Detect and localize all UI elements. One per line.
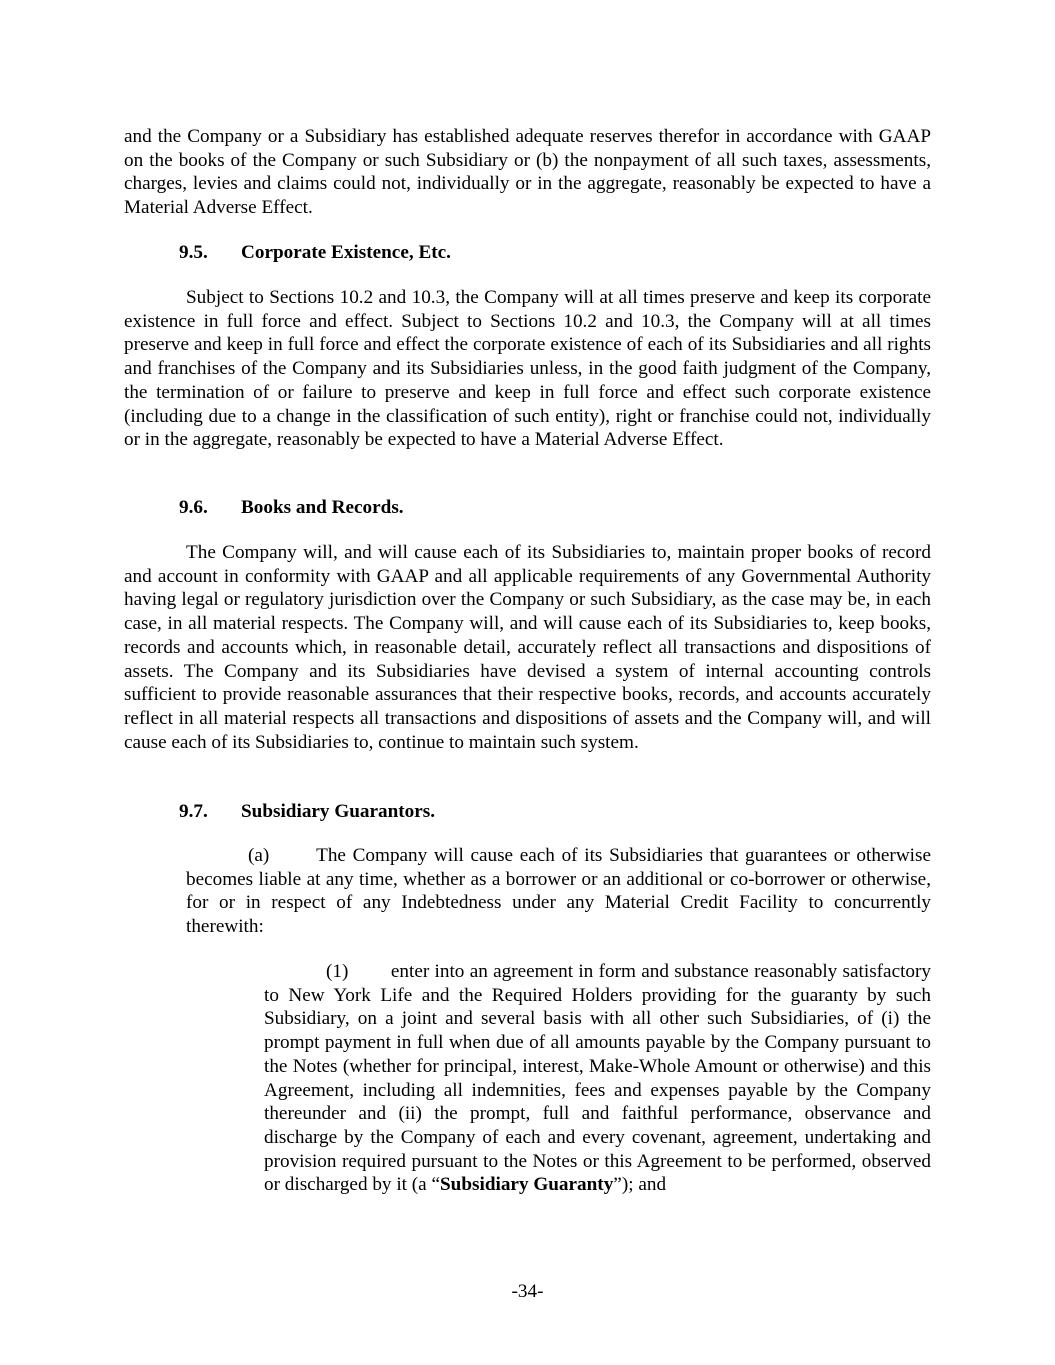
section-title: Subsidiary Guarantors. (241, 801, 436, 822)
continuation-paragraph: and the Company or a Subsidiary has established adequate reserves therefor in accordance with GAAP on the books of the Company or such Subsidiary or (b) the nonpayment of all such taxes, assessments, charges, levies and claims could not, individually or in the aggregate, reasonably be expected to have a Material Adverse Effect. (124, 126, 931, 219)
page-number: -34- (511, 1281, 544, 1302)
defined-term-subsidiary-guaranty: Subsidiary Guaranty (440, 1174, 614, 1196)
clause-a-label: (a) (248, 845, 270, 866)
section-title: Books and Records. (241, 497, 404, 518)
clause-a-text: The Company will cause each of its Subsidiaries that guarantees or otherwise becomes liable at any time, whether as a borrower or an additional or co-borrower or otherwise, for or in respect of any Indebtedness under any Material Credit Facility to concurrently therewith: (186, 845, 931, 938)
section-number: 9.6. (179, 497, 208, 518)
section-heading-9-5 (179, 241, 451, 265)
section-heading-9-6 (179, 496, 404, 520)
section-heading-9-7 (179, 800, 435, 824)
clause-1-text: enter into an agreement in form and substance reasonably satisfactory to New York Life and the Required Holders providing for the guaranty by such Subsidiary, on a joint and several basis with all other such Subsidiaries, of (i) the prompt payment in full when due of all amounts payable by the Company pursuant to the Notes (whether for principal, interest, Make-Whole Amount or otherwise) and this Agreement, including all indemnities, fees and expenses payable by the Company thereunder and (ii) the prompt, full and faithful performance, observance and discharge by the Company of each and every covenant, agreement, undertaking and provision required pursuant to the Notes or this Agreement to be performed, observed or discharged by it (a “ (264, 961, 931, 1196)
clause-1 (264, 960, 931, 1197)
section-body-9-5: Subject to Sections 10.2 and 10.3, the Company will at all times preserve and keep its corporate existence in full force and effect. Subject to Sections 10.2 and 10.3, the Company will at all times preserve and keep in full force and effect the corporate existence of each of its Subsidiaries and all rights and franchises of the Company and its Subsidiaries unless, in the good faith judgment of the Company, the termination of or failure to preserve and keep in full force and effect such corporate existence (including due to a change in the classification of such entity), right or franchise could not, individually or in the aggregate, reasonably be expected to have a Material Adverse Effect. (124, 287, 931, 451)
section-number: 9.5. (179, 242, 208, 263)
clause-a (186, 844, 931, 939)
clause-1-label: (1) (326, 961, 349, 982)
section-title: Corporate Existence, Etc. (241, 242, 451, 263)
section-number: 9.7. (179, 801, 208, 822)
section-body-9-6: The Company will, and will cause each of its Subsidiaries to, maintain proper books of record and account in conformity with GAAP and all applicable requirements of any Governmental Authority having legal or regulatory jurisdiction over the Company or such Subsidiary, as the case may be, in each case, in all material respects. The Company will, and will cause each of its Subsidiaries to, keep books, records and accounts which, in reasonable detail, accurately reflect all transactions and dispositions of assets. The Company and its Subsidiaries have devised a system of internal accounting controls sufficient to provide reasonable assurances that their respective books, records, and accounts accurately reflect in all material respects all transactions and dispositions of assets and the Company will, and will cause each of its Subsidiaries to, continue to maintain such system. (124, 542, 931, 753)
clause-1-text-end: ”); and (613, 1174, 667, 1196)
